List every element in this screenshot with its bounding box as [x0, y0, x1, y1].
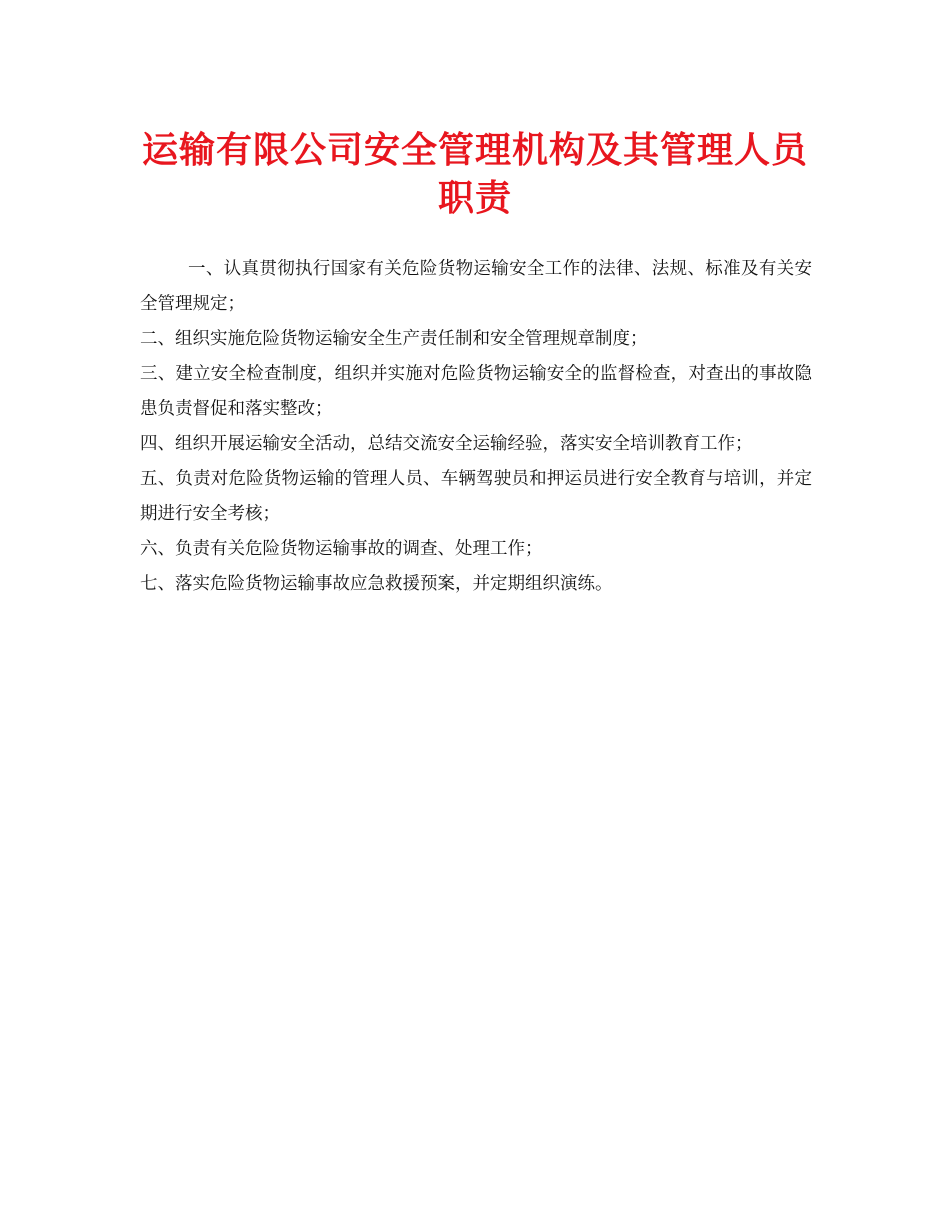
responsibility-item-7: 七、落实危险货物运输事故应急救援预案，并定期组织演练。 — [140, 574, 613, 594]
responsibility-item-2: 二、组织实施危险货物运输安全生产责任制和安全管理规章制度； — [140, 329, 648, 349]
responsibility-item-5: 五、负责对危险货物运输的管理人员、车辆驾驶员和押运员进行安全教育与培训，并定期进行安全考核； — [140, 469, 812, 524]
document-title: 运输有限公司安全管理机构及其管理人员职责 — [141, 129, 808, 219]
responsibility-item-4: 四、组织开展运输安全活动，总结交流安全运输经验，落实安全培训教育工作； — [140, 434, 753, 454]
responsibility-item-1: 一、认真贯彻执行国家有关危险货物运输安全工作的法律、法规、标准及有关安全管理规定； — [140, 259, 812, 314]
document-body — [140, 252, 812, 602]
responsibility-item-3: 三、建立安全检查制度，组织并实施对危险货物运输安全的监督检查，对查出的事故隐患负责督促和落实整改； — [140, 364, 812, 419]
responsibility-item-6: 六、负责有关危险货物运输事故的调查、处理工作； — [140, 539, 543, 559]
